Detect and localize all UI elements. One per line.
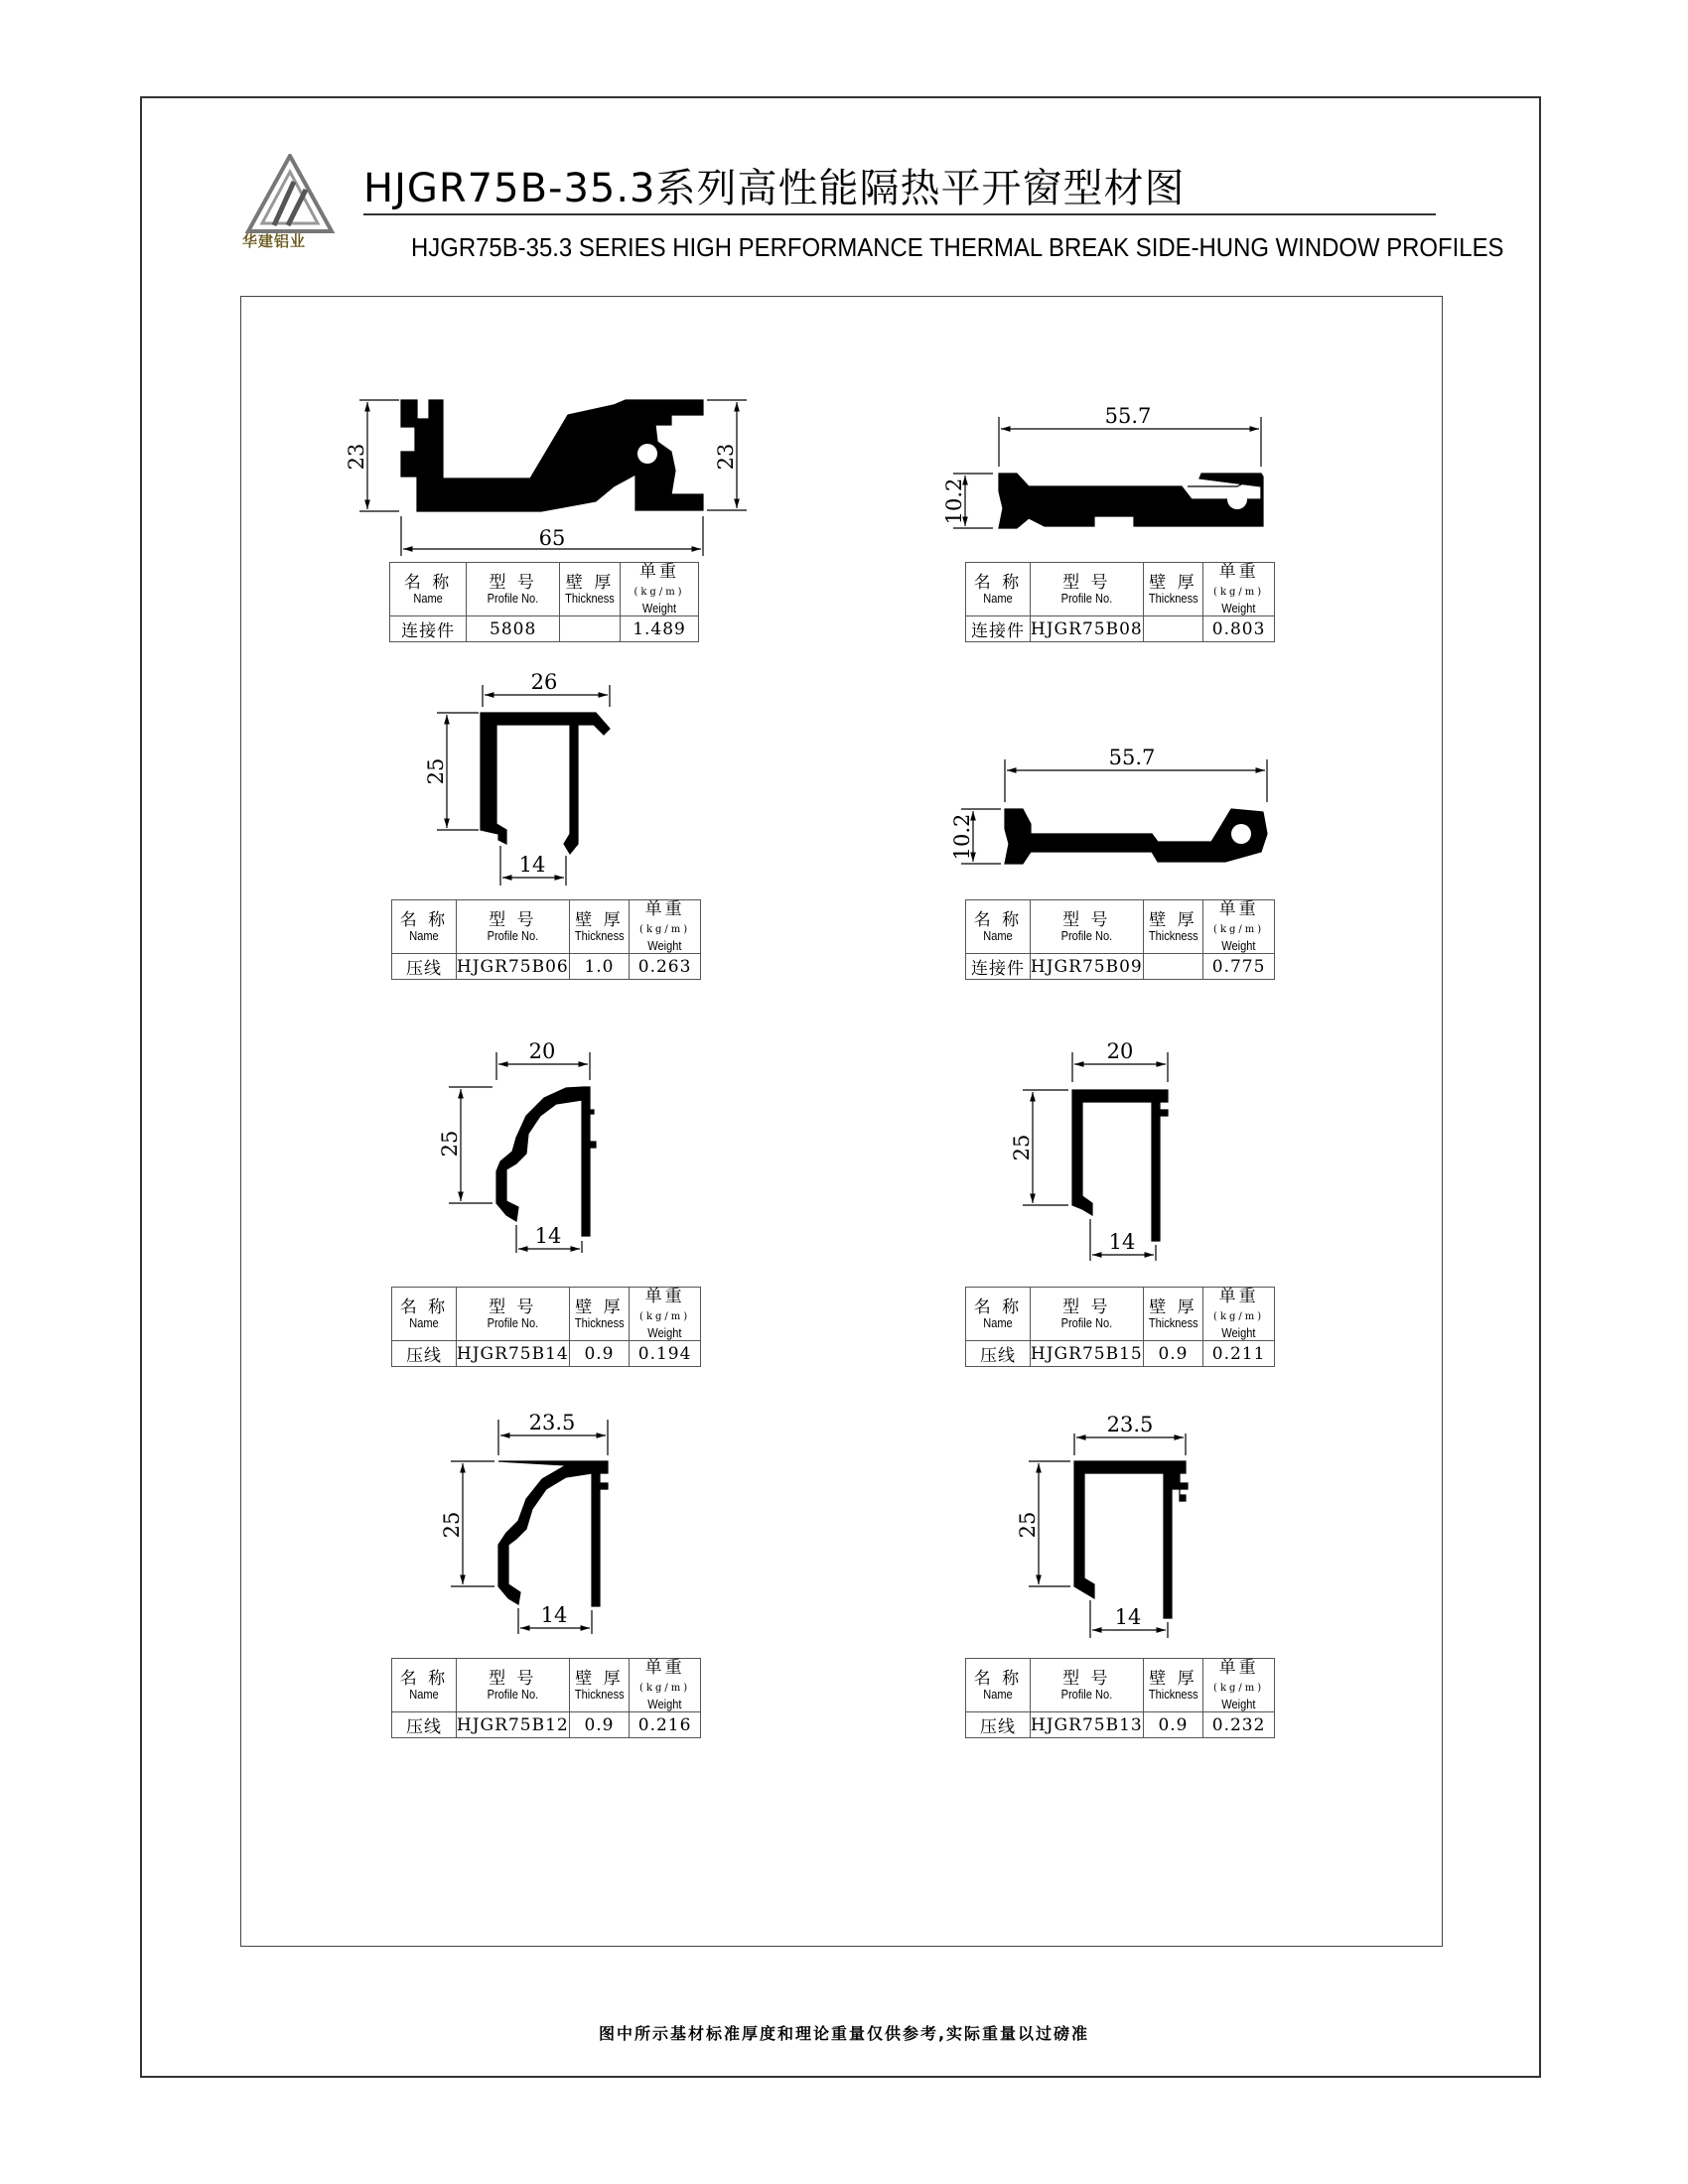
header-weight-unit: (kg/m) xyxy=(633,587,685,598)
dim-height: 25 xyxy=(438,1130,462,1158)
header-weight-cn: 单重 xyxy=(1218,1658,1259,1678)
dim-height: 25 xyxy=(424,757,448,785)
header-weight-unit: (kg/m) xyxy=(1213,1683,1265,1694)
dim-height: 10.2 xyxy=(942,478,966,525)
header-profile-en: Profile No. xyxy=(1060,927,1113,943)
cell-weight: 0.803 xyxy=(1203,616,1275,642)
dim-width: 20 xyxy=(1106,1039,1134,1063)
header-profile-cn: 型 号 xyxy=(1062,572,1111,593)
spec-table-b12 xyxy=(391,1658,701,1738)
header-profile-en: Profile No. xyxy=(487,927,539,943)
dim-base: 14 xyxy=(1114,1605,1142,1629)
header-weight-cn: 单重 xyxy=(644,1658,685,1678)
page-title-en: HJGR75B-35.3 SERIES HIGH PERFORMANCE THERMAL BREAK SIDE-HUNG WINDOW PROFILES xyxy=(411,232,1504,262)
header-weight-en: Weight xyxy=(1221,1325,1256,1340)
header-thickness-en: Thickness xyxy=(1148,590,1198,606)
header-name-cn: 名 称 xyxy=(973,572,1023,593)
header-profile-cn: 型 号 xyxy=(489,1297,537,1317)
header-weight-cn: 单重 xyxy=(644,899,685,919)
cell-name: 连接件 xyxy=(966,616,1031,642)
header-profile-cn: 型 号 xyxy=(1062,1297,1111,1317)
cell-thickness: 1.0 xyxy=(569,954,630,980)
header-thickness-en: Thickness xyxy=(1148,927,1198,943)
dim-height: 23 xyxy=(345,443,368,471)
dim-height: 10.2 xyxy=(950,813,974,861)
logo-text: 华建铝业 xyxy=(242,232,307,250)
header-thickness-cn: 壁 厚 xyxy=(1149,572,1197,593)
header-weight-cn: 单重 xyxy=(1218,899,1259,919)
cell-name: 压线 xyxy=(392,1712,457,1738)
header-profile-cn: 型 号 xyxy=(489,1668,537,1689)
page-title-cn: HJGR75B-35.3系列高性能隔热平开窗型材图 xyxy=(363,166,1186,211)
header-thickness-cn: 壁 厚 xyxy=(575,1668,624,1689)
header-profile-en: Profile No. xyxy=(487,1686,539,1702)
footer-note: 图中所示基材标准厚度和理论重量仅供参考,实际重量以过磅准 xyxy=(598,2024,1090,2043)
cell-thickness: 0.9 xyxy=(1143,1341,1203,1367)
cell-weight: 0.263 xyxy=(630,954,701,980)
spec-table-b06 xyxy=(391,899,701,980)
header-name-en: Name xyxy=(409,1314,439,1330)
profile-b08-shape xyxy=(953,417,1263,528)
cell-name: 压线 xyxy=(392,1341,457,1367)
cell-profile-no: HJGR75B06 xyxy=(456,954,569,980)
dim-height: 23 xyxy=(714,443,738,471)
header-thickness-cn: 壁 厚 xyxy=(575,1297,624,1317)
spec-table-b13 xyxy=(965,1658,1275,1738)
header-name-en: Name xyxy=(983,1686,1013,1702)
header-weight-unit: (kg/m) xyxy=(639,1683,691,1694)
cell-weight: 0.232 xyxy=(1203,1712,1275,1738)
cell-profile-no: HJGR75B14 xyxy=(456,1341,569,1367)
header-profile-cn: 型 号 xyxy=(1062,909,1111,930)
header-weight-en: Weight xyxy=(647,938,682,953)
cell-name: 压线 xyxy=(392,954,457,980)
header-thickness-en: Thickness xyxy=(1148,1314,1198,1330)
dim-width: 65 xyxy=(538,526,566,550)
header-weight-en: Weight xyxy=(647,1697,682,1711)
header-weight-cn: 单重 xyxy=(644,1287,685,1306)
header-name-cn: 名 称 xyxy=(403,572,453,593)
cell-profile-no: HJGR75B12 xyxy=(456,1712,569,1738)
header-thickness-en: Thickness xyxy=(574,927,625,943)
header-name-en: Name xyxy=(983,927,1013,943)
cell-name: 连接件 xyxy=(966,954,1031,980)
cell-profile-no: HJGR75B15 xyxy=(1030,1341,1143,1367)
header-profile-en: Profile No. xyxy=(1060,590,1113,606)
cell-weight: 1.489 xyxy=(621,616,699,642)
cell-weight: 0.216 xyxy=(630,1712,701,1738)
dim-base: 14 xyxy=(534,1224,562,1248)
dim-width: 23.5 xyxy=(1106,1413,1154,1436)
profile-b15-shape xyxy=(1023,1052,1168,1261)
profile-b09-shape xyxy=(961,759,1267,864)
cell-thickness: 0.9 xyxy=(569,1712,630,1738)
header-weight-unit: (kg/m) xyxy=(1213,924,1265,935)
profile-b12-shape xyxy=(451,1420,608,1634)
dim-height: 25 xyxy=(440,1511,464,1539)
cell-name: 压线 xyxy=(966,1712,1031,1738)
header-thickness-en: Thickness xyxy=(565,590,615,606)
cell-name: 压线 xyxy=(966,1341,1031,1367)
header-weight-en: Weight xyxy=(1221,938,1256,953)
header-name-en: Name xyxy=(409,927,439,943)
header-weight-unit: (kg/m) xyxy=(639,1311,691,1322)
header-name-cn: 名 称 xyxy=(973,1297,1023,1317)
cell-profile-no: HJGR75B08 xyxy=(1030,616,1143,642)
header-thickness-cn: 壁 厚 xyxy=(1149,1668,1197,1689)
dim-height: 25 xyxy=(1016,1511,1040,1539)
profile-b14-shape xyxy=(449,1052,596,1253)
cell-thickness xyxy=(1143,954,1203,980)
dim-width: 55.7 xyxy=(1104,404,1152,428)
header-weight-unit: (kg/m) xyxy=(1213,1311,1265,1322)
cell-weight: 0.211 xyxy=(1203,1341,1275,1367)
header-profile-en: Profile No. xyxy=(1060,1314,1113,1330)
header-thickness-cn: 壁 厚 xyxy=(575,909,624,930)
spec-table-5808 xyxy=(389,562,699,642)
header-name-en: Name xyxy=(983,1314,1013,1330)
dim-width: 26 xyxy=(530,670,558,694)
cell-thickness xyxy=(560,616,621,642)
profile-b13-shape xyxy=(1029,1433,1188,1638)
header-profile-cn: 型 号 xyxy=(1062,1668,1111,1689)
header-thickness-cn: 壁 厚 xyxy=(1149,909,1197,930)
header-weight-en: Weight xyxy=(641,601,677,615)
header-name-cn: 名 称 xyxy=(399,909,449,930)
cell-weight: 0.194 xyxy=(630,1341,701,1367)
header-weight-cn: 单重 xyxy=(1218,562,1259,582)
header-profile-cn: 型 号 xyxy=(489,909,537,930)
header-profile-en: Profile No. xyxy=(1060,1686,1113,1702)
cell-thickness: 0.9 xyxy=(569,1341,630,1367)
header-profile-en: Profile No. xyxy=(487,590,539,606)
cell-thickness xyxy=(1143,616,1203,642)
header-weight-unit: (kg/m) xyxy=(1213,587,1265,598)
spec-table-b14 xyxy=(391,1287,701,1367)
header-weight-unit: (kg/m) xyxy=(639,924,691,935)
header-weight-cn: 单重 xyxy=(639,562,680,582)
header-weight-en: Weight xyxy=(647,1325,682,1340)
header-weight-en: Weight xyxy=(1221,1697,1256,1711)
cell-thickness: 0.9 xyxy=(1143,1712,1203,1738)
dim-base: 14 xyxy=(1108,1230,1136,1254)
header-thickness-en: Thickness xyxy=(574,1686,625,1702)
header-thickness-cn: 壁 厚 xyxy=(565,572,615,593)
spec-table-b15 xyxy=(965,1287,1275,1367)
cell-profile-no: HJGR75B09 xyxy=(1030,954,1143,980)
header-name-en: Name xyxy=(409,1686,439,1702)
header-name-cn: 名 称 xyxy=(973,1668,1023,1689)
header-name-cn: 名 称 xyxy=(399,1297,449,1317)
header-name-en: Name xyxy=(983,590,1013,606)
header-profile-cn: 型 号 xyxy=(489,572,537,593)
dim-width: 23.5 xyxy=(528,1411,576,1434)
cell-profile-no: HJGR75B13 xyxy=(1030,1712,1143,1738)
header-name-cn: 名 称 xyxy=(399,1668,449,1689)
dim-height: 25 xyxy=(1010,1134,1034,1161)
header-weight-cn: 单重 xyxy=(1218,1287,1259,1306)
cell-profile-no: 5808 xyxy=(467,616,560,642)
dim-width: 20 xyxy=(528,1039,556,1063)
cell-name: 连接件 xyxy=(390,616,467,642)
header-thickness-en: Thickness xyxy=(1148,1686,1198,1702)
dim-base: 14 xyxy=(540,1603,568,1627)
header-name-en: Name xyxy=(413,590,443,606)
dim-base: 14 xyxy=(518,853,546,877)
header-weight-en: Weight xyxy=(1221,601,1256,615)
dim-width: 55.7 xyxy=(1108,746,1156,769)
header-thickness-en: Thickness xyxy=(574,1314,625,1330)
header-thickness-cn: 壁 厚 xyxy=(1149,1297,1197,1317)
spec-table-b09 xyxy=(965,899,1275,980)
spec-table-b08 xyxy=(965,562,1275,642)
header-name-cn: 名 称 xyxy=(973,909,1023,930)
header-profile-en: Profile No. xyxy=(487,1314,539,1330)
cell-weight: 0.775 xyxy=(1203,954,1275,980)
